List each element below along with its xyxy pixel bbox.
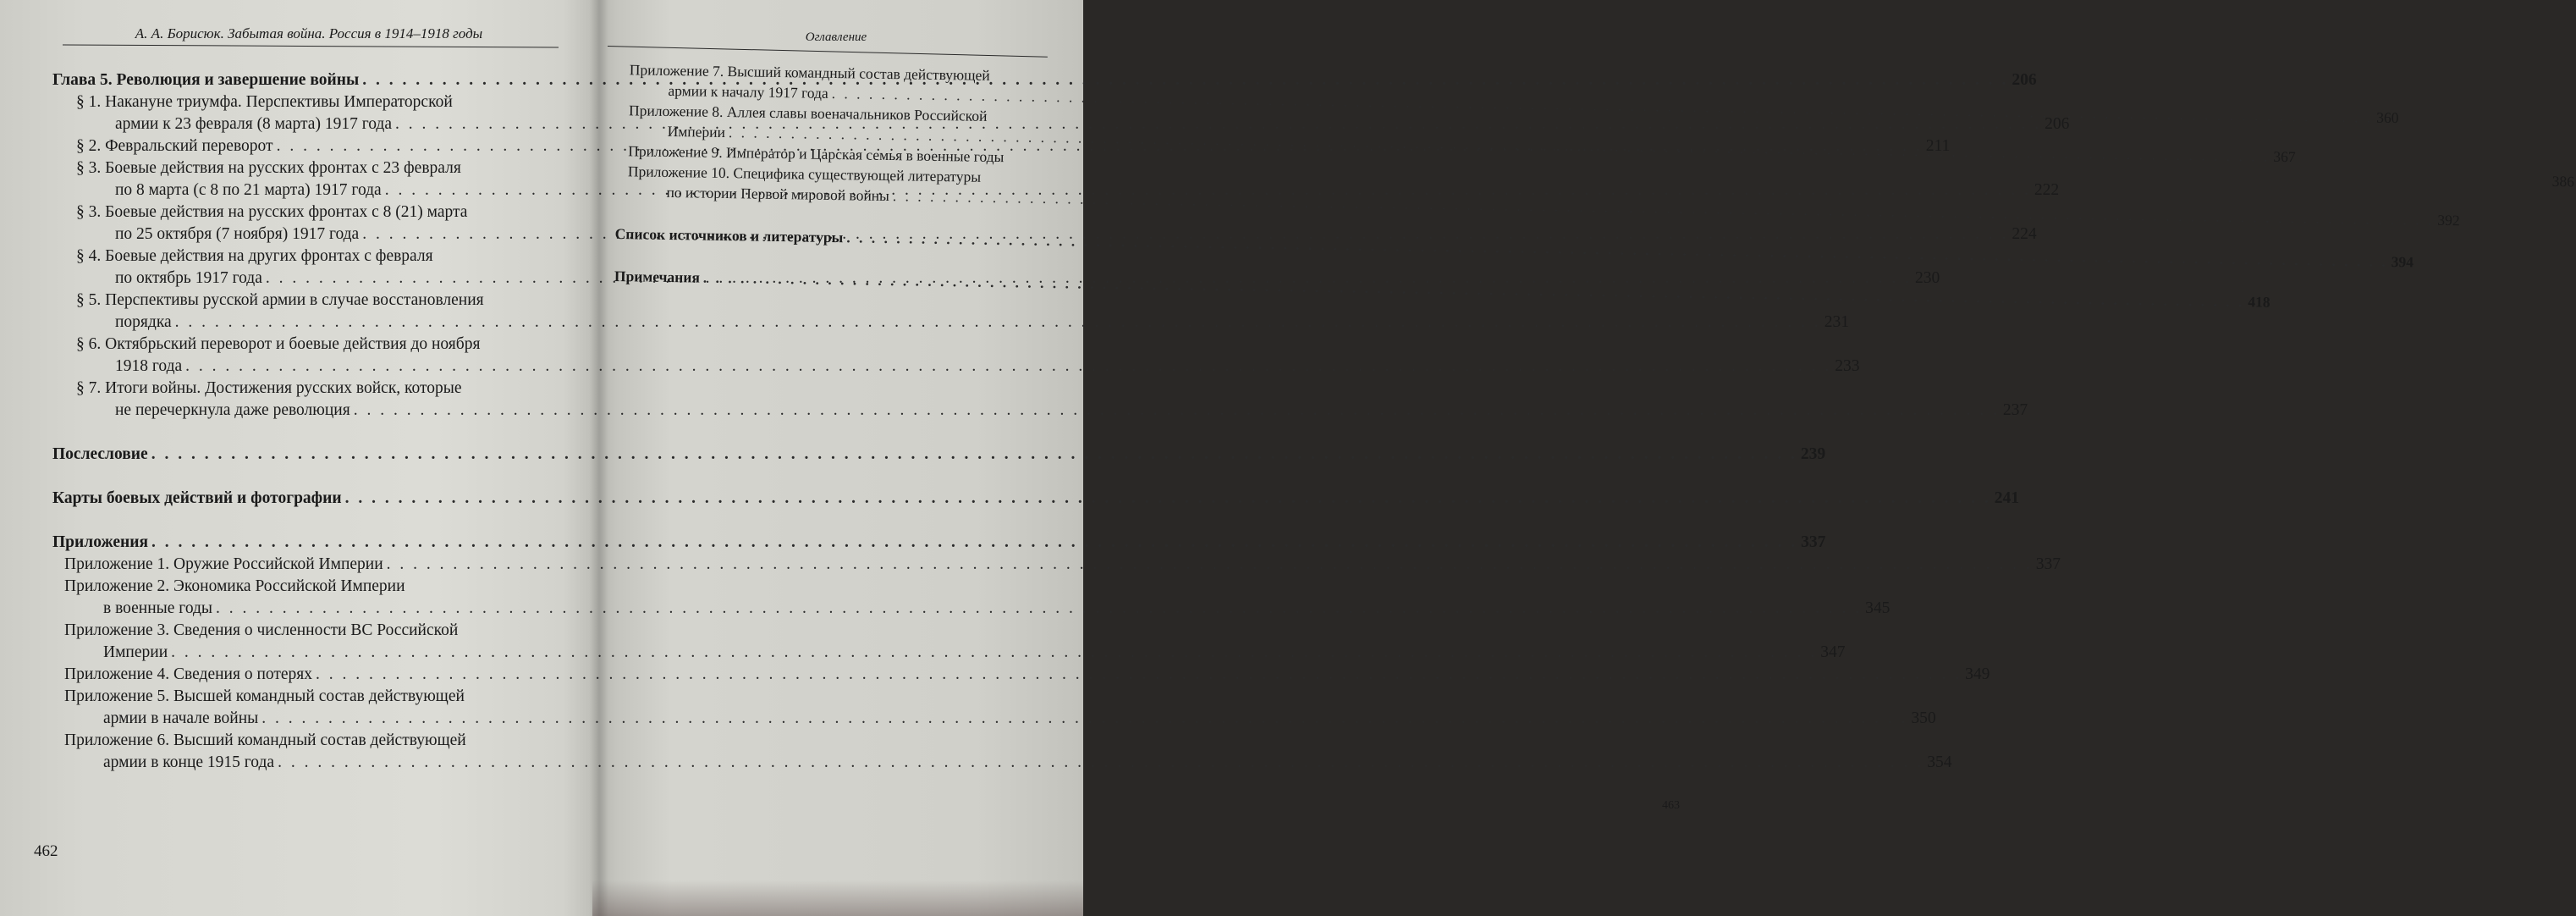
dot-leader [261, 708, 1907, 730]
toc-entry-text: Приложение 7. Высший командный состав действующей [629, 61, 990, 84]
toc-entry-text: § 3. Боевые действия на русских фронтах с 8 (21) марта [76, 203, 468, 221]
toc-entry-text: Приложение 10. Специфика существующей литературы [627, 163, 982, 185]
running-head: А. А. Борисюк. Забытая война. Россия в 1914–1918 годы [135, 25, 483, 41]
toc-entry-text: § 4. Боевые действия на других фронтах с февраля [76, 247, 433, 265]
toc-entry-text: армии в начале войны [103, 709, 259, 727]
toc-page-number: 392 [2437, 211, 2460, 229]
toc-page-number: 386 [2551, 172, 2575, 190]
toc-entry-text: § 1. Накануне триумфа. Перспективы Императорской [76, 93, 453, 111]
toc-entry [52, 290, 1850, 334]
toc-entry-row [76, 312, 1850, 334]
toc-entry-row [64, 708, 1936, 730]
toc-page-number: 233 [1835, 357, 1860, 375]
header-rule [63, 44, 559, 47]
toc-entry-text: Глава 5. Революция и завершение войны [52, 71, 360, 89]
toc-entry-text: армии в конце 1915 года [103, 753, 275, 771]
toc-entry-text: Приложение 9. Император и Царская семья в военные годы [628, 142, 1005, 166]
toc-entry-row [64, 598, 1891, 620]
toc-page-number: 394 [2391, 252, 2414, 271]
page-edge-shadow [592, 880, 1083, 916]
toc-entry-text: § 3. Боевые действия на русских фронтах с 23 февраля [76, 159, 461, 177]
toc-entry-text: армии к началу 1917 года [668, 81, 828, 102]
toc-entry-text: Империи [103, 643, 168, 661]
toc-entry [52, 576, 1891, 620]
toc-entry-text: Приложения [52, 533, 149, 551]
toc-entry-text: Приложение 8. Аллея славы военачальников Российской [628, 102, 988, 124]
toc-entry [52, 532, 1826, 554]
toc-page-number: 349 [1965, 665, 1990, 683]
toc-entry-text: Приложение 6. Высший командный состав действующей [64, 731, 466, 749]
toc-entry-row [76, 356, 1860, 378]
toc-page-number: 337 [1801, 533, 1826, 551]
toc-page-number: 224 [2012, 225, 2037, 243]
toc-entry-row [76, 400, 2028, 422]
toc-entry-text: по октябрь 1917 года [115, 269, 262, 287]
header-rule [608, 46, 1048, 58]
toc-entry-row [52, 444, 1826, 466]
toc-entry [52, 444, 1826, 466]
toc-entry [52, 664, 1990, 686]
toc-entry-text: Приложение 2. Экономика Российской Империи [64, 577, 405, 595]
toc-entry-row [52, 488, 2019, 510]
toc-entry-row [64, 664, 1990, 686]
toc-entry-text: армии к 23 февраля (8 марта) 1917 года [115, 115, 392, 133]
toc-entry [52, 488, 2019, 510]
toc-entry-text: Приложение 1. Оружие Российской Империи [64, 555, 383, 573]
toc-entry-text: § 6. Октябрьский переворот и боевые действия до ноября [76, 335, 481, 353]
toc-entry [52, 730, 1952, 774]
toc-entry [52, 334, 1860, 378]
toc-entry-text: Империи [667, 122, 726, 141]
page-number: 463 [1662, 799, 1680, 812]
toc-entry-text: § 2. Февральский переворот [76, 137, 273, 155]
dot-leader [278, 752, 1924, 774]
toc-entry-row [64, 554, 2061, 576]
dot-leader [316, 664, 1962, 686]
toc-page-number: 239 [1800, 445, 1826, 463]
page-number: 462 [34, 842, 58, 860]
toc-page-number: 206 [2012, 71, 2037, 89]
toc-entry [52, 686, 1936, 730]
toc-entry-text: в военные годы [103, 599, 213, 617]
toc-entry [52, 620, 1846, 664]
toc-page-number: 360 [2376, 108, 2399, 127]
toc-entry-text: по 25 октября (7 ноября) 1917 года [115, 225, 360, 243]
toc-page-number: 347 [1820, 643, 1846, 661]
toc-entry-text: Приложение 4. Сведения о потерях [64, 665, 313, 683]
toc-page-number: 206 [2045, 115, 2070, 133]
toc-entry-text: Список источников и литературы [614, 224, 844, 246]
toc-page-number: 231 [1824, 313, 1850, 331]
toc-entry-text: не перечеркнула даже революция [115, 401, 350, 419]
toc-entry-row [52, 532, 1826, 554]
toc-page-number: 418 [2248, 293, 2271, 311]
book-gutter [590, 0, 608, 916]
toc-page-number: 337 [2035, 555, 2061, 573]
toc-page-number: 367 [2273, 147, 2296, 166]
toc-entry-text: по истории Первой мировой войны [666, 183, 890, 205]
running-head: Оглавление [805, 30, 867, 44]
toc-entry-text: § 7. Итоги войны. Достижения русских войск, которые [76, 379, 462, 397]
toc-entry-text: по 8 марта (с 8 по 21 марта) 1917 года [115, 181, 382, 199]
toc-entry [52, 378, 2028, 422]
toc-entry-text: Карты боевых действий и фотографии [52, 489, 342, 507]
toc-entry-text: § 5. Перспективы русской армии в случае восстановления [76, 291, 484, 309]
toc-entry-text: Примечания [614, 267, 701, 286]
toc-page-number: 222 [2034, 181, 2060, 199]
toc-entry [52, 554, 2061, 576]
section-gap [52, 466, 553, 488]
toc-page-number: 230 [1914, 269, 1940, 287]
toc-page-number: 211 [1925, 137, 1951, 155]
toc-entry-row [64, 642, 1846, 664]
toc-entry-text: 1918 года [115, 357, 183, 375]
toc-page-number: 350 [1911, 709, 1936, 727]
section-gap [52, 422, 553, 444]
section-gap [52, 510, 553, 532]
toc-page-number: 241 [1994, 489, 2019, 507]
toc-entry-text: Приложение 3. Сведения о численности ВС Российской [64, 621, 459, 639]
toc-page-number: 237 [2002, 401, 2028, 419]
toc-page-number: 345 [1865, 599, 1891, 617]
toc-entry-text: порядка [115, 313, 172, 331]
toc-entry-row [64, 752, 1952, 774]
toc-entry-text: Послесловие [52, 445, 148, 463]
toc-entry-text: Приложение 5. Высшей командный состав действующей [64, 687, 465, 705]
toc-page-number: 354 [1927, 753, 1952, 771]
